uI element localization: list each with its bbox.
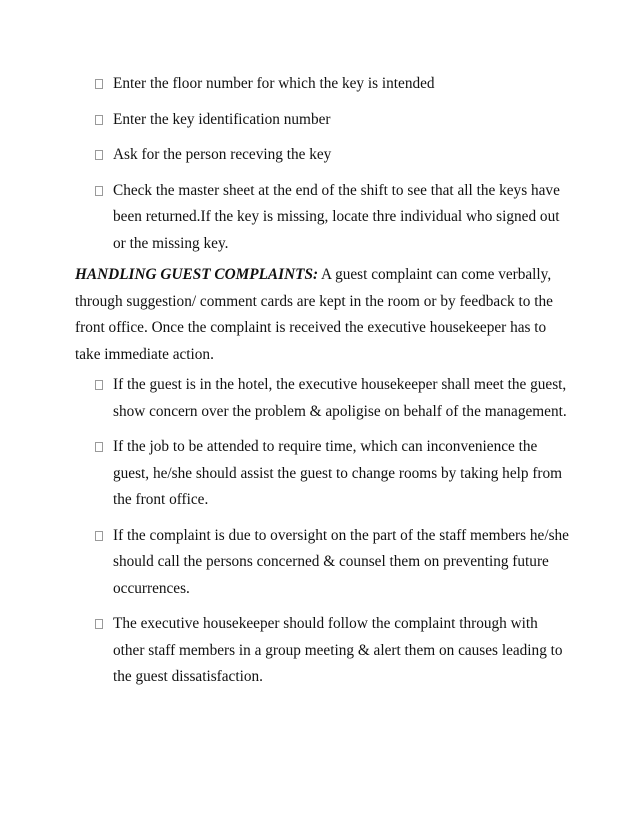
bullet-icon [95, 115, 103, 125]
list-item-text: The executive housekeeper should follow the complaint through with other staff members in a group meeting & alert them on causes leading to the guest dissatisfaction. [113, 615, 563, 685]
list-item-text: Enter the key identification number [113, 110, 331, 128]
list-item-text: If the guest is in the hotel, the executive housekeeper shall meet the guest, show concern over the problem & apoligise on behalf of the management. [113, 376, 567, 420]
bullet-icon [95, 531, 103, 541]
list-item [93, 71, 573, 98]
key-steps-list [93, 71, 573, 266]
list-item [93, 611, 573, 691]
section-intro: A guest complaint can come verbally, through suggestion/ comment cards are kept in the room or by feedback to the front office. Once the complaint is received the executive housekeeper has to take immediate action. [75, 266, 553, 363]
list-item-text: If the job to be attended to require time, which can inconvenience the guest, he/she should assist the guest to change rooms by taking help from the front office. [113, 438, 563, 508]
list-item [93, 523, 573, 603]
list-item [93, 434, 573, 514]
complaints-paragraph [75, 262, 567, 368]
list-item-text: Enter the floor number for which the key is intended [113, 75, 435, 92]
list-item-text: Check the master sheet at the end of the shift to see that all the keys have been returned.If the key is missing, locate thre individual who signed out or the missing key. [113, 181, 560, 252]
bullet-icon [95, 442, 103, 452]
complaints-list [93, 372, 573, 700]
list-item [93, 178, 573, 258]
bullet-icon [95, 150, 103, 160]
list-item [93, 142, 573, 169]
bullet-icon [95, 186, 103, 196]
list-item [93, 107, 573, 134]
section-heading: HANDLING GUEST COMPLAINTS: [75, 266, 319, 283]
bullet-icon [95, 619, 103, 629]
bullet-icon [95, 380, 103, 390]
list-item-text: If the complaint is due to oversight on the part of the staff members he/she should call the persons concerned & counsel them on preventing future occurrences. [113, 526, 569, 597]
bullet-icon [95, 79, 103, 89]
list-item-text: Ask for the person receving the key [113, 146, 332, 163]
list-item [93, 372, 573, 425]
